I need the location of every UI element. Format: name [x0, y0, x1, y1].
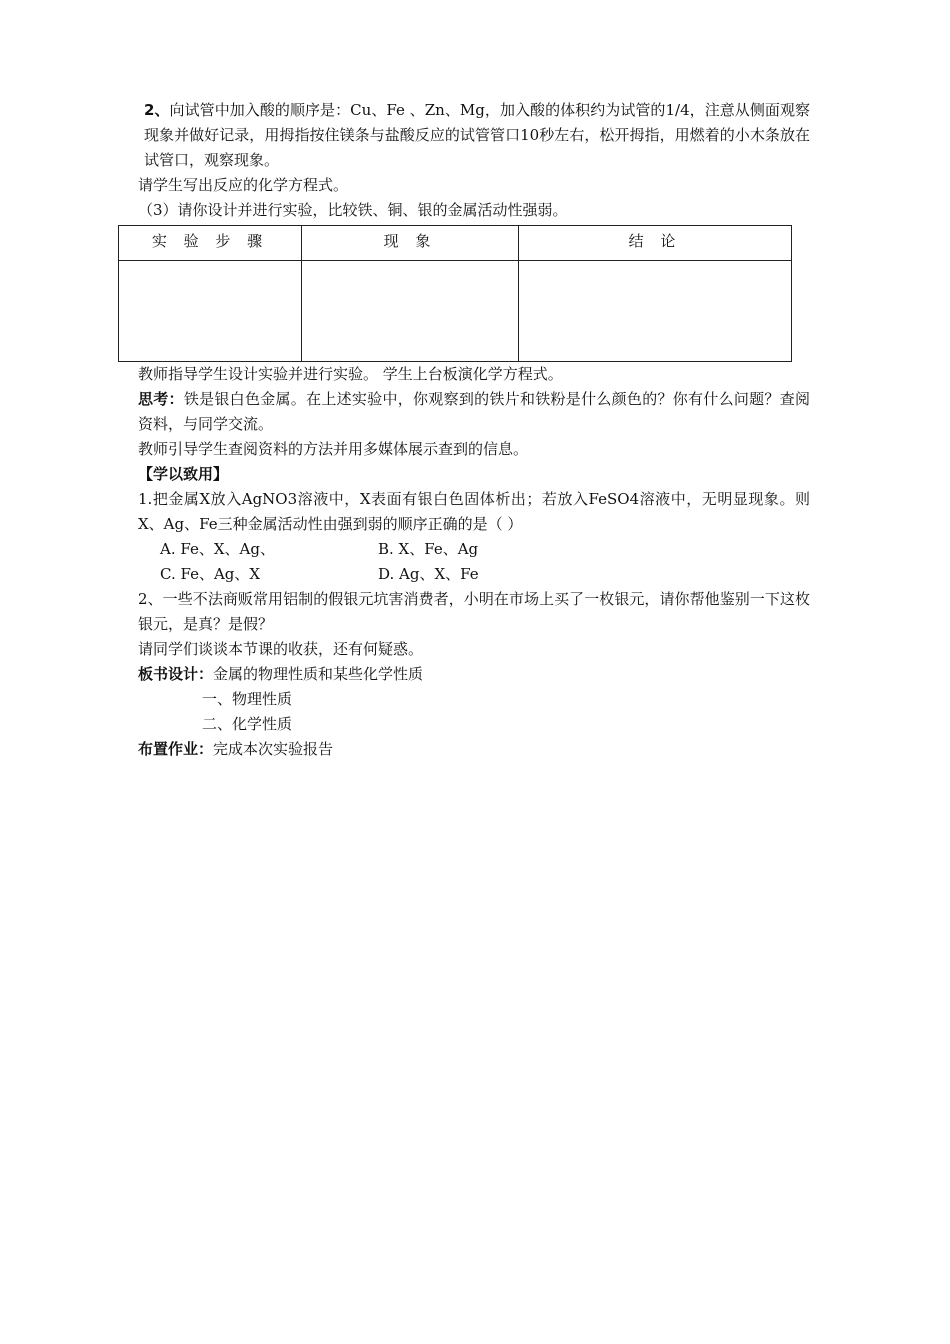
board-design	[138, 662, 810, 687]
cell-steps	[119, 261, 302, 362]
homework-label: 布置作业：	[138, 740, 214, 758]
write-equation-line: 请学生写出反应的化学方程式。	[138, 176, 349, 194]
board-text: 金属的物理性质和某些化学性质	[213, 665, 424, 683]
question-1: 1.把金属X放入AgNO3溶液中，X表面有银白色固体析出；若放入FeSO4溶液中，无明显现象。则X、Ag、Fe三种金属活动性由强到弱的顺序正确的是（ ）	[138, 490, 810, 533]
board-item-1: 一、物理性质	[202, 690, 293, 708]
document-content	[138, 98, 810, 762]
q1-option-c: C. Fe、Ag、X	[160, 565, 261, 583]
table-row	[119, 261, 792, 362]
guide-line: 教师指导学生设计实验并进行实验。 学生上台板演化学方程式。	[138, 365, 563, 383]
apply-heading: 【学以致用】	[138, 465, 229, 483]
q1-options-row-1	[138, 537, 810, 562]
homework-line	[138, 737, 810, 762]
board-item-2: 二、化学性质	[202, 715, 293, 733]
q1-option-d: D. Ag、X、Fe	[378, 565, 479, 583]
experiment-table	[118, 225, 792, 362]
board-label: 板书设计：	[138, 665, 214, 683]
q1-option-b: B. X、Fe、Ag	[378, 540, 479, 558]
header-phenomenon: 现 象	[302, 226, 519, 261]
teacher-line: 教师引导学生查阅资料的方法并用多媒体展示查到的信息。	[138, 440, 529, 458]
homework-text: 完成本次实验报告	[213, 740, 334, 758]
think-paragraph	[138, 387, 810, 437]
table-header-row	[119, 226, 792, 261]
step2-number: 2、	[144, 101, 170, 119]
summary-line: 请同学们谈谈本节课的收获，还有何疑惑。	[138, 640, 424, 658]
header-conclusion: 结 论	[519, 226, 792, 261]
cell-conclusion	[519, 261, 792, 362]
q1-option-a: A. Fe、X、Ag、	[160, 540, 275, 558]
step2-text: 向试管中加入酸的顺序是：Cu、Fe 、Zn、Mg，加入酸的体积约为试管的1/4，注意从侧面观察现象并做好记录，用拇指按住镁条与盐酸反应的试管管口10秒左右，松开拇指，用燃着的小木条放在试管口，观察现象。	[144, 101, 811, 169]
q1-options-row-2	[138, 562, 810, 587]
question-2: 2、一些不法商贩常用铝制的假银元坑害消费者，小明在市场上买了一枚银元，请你帮他鉴别一下这枚银元，是真？是假？	[138, 590, 810, 633]
think-text: 铁是银白色金属。在上述实验中，你观察到的铁片和铁粉是什么颜色的？你有什么问题？查阅资料，与同学交流。	[138, 390, 810, 433]
think-label: 思考：	[138, 390, 184, 408]
design-experiment-line: （3）请你设计并进行实验，比较铁、铜、银的金属活动性强弱。	[138, 201, 568, 219]
cell-phenomenon	[302, 261, 519, 362]
header-steps: 实 验 步 骤	[119, 226, 302, 261]
step2-paragraph	[138, 98, 810, 173]
